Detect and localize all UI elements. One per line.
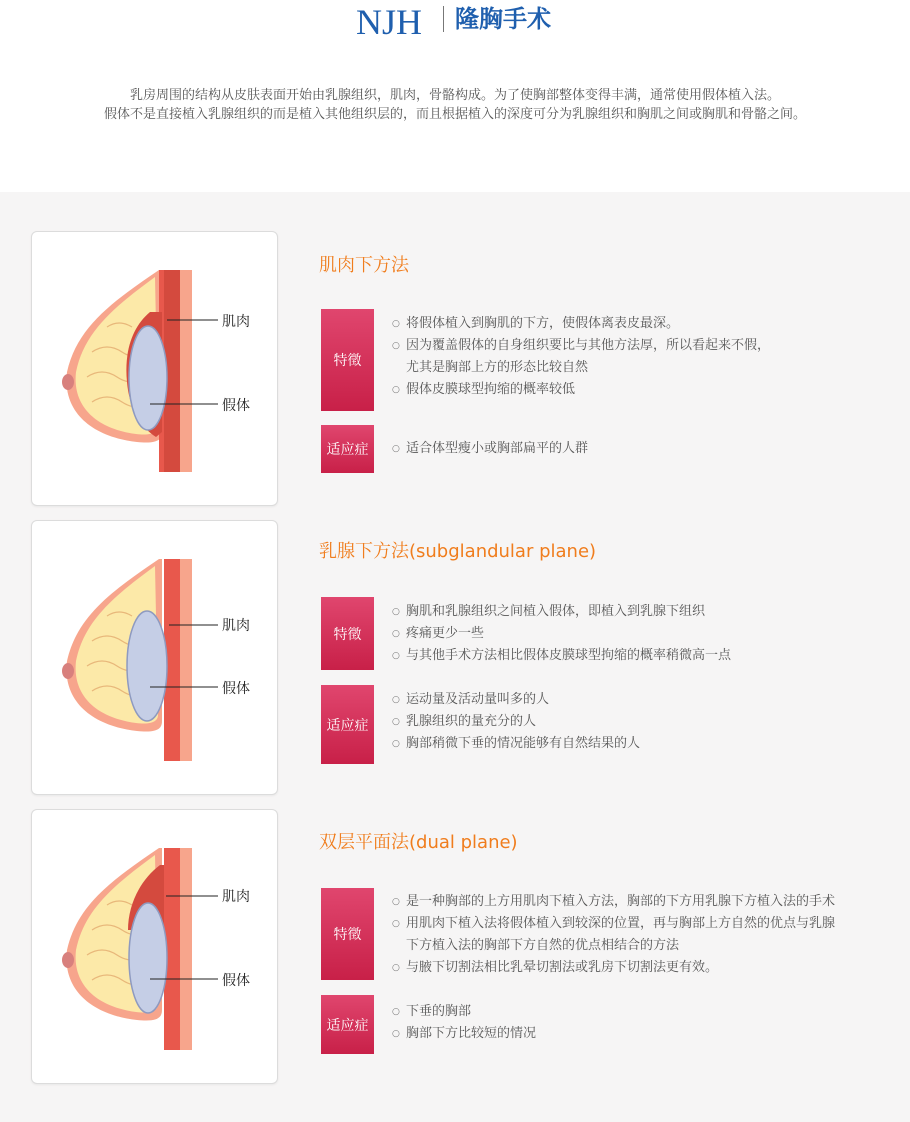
list-item: ○ 是一种胸部的上方用肌肉下植入方法，胸部的下方用乳腺下方植入法的手术 [392, 891, 835, 913]
label-implant: 假体 [222, 681, 250, 697]
page-title: 隆胸手术 [455, 5, 551, 33]
label-muscle: 肌肉 [222, 889, 250, 905]
list-item: ○ 与其他手术方法相比假体皮膜球型拘缩的概率稍微高一点 [392, 645, 731, 667]
list-item: ○ 用肌肉下植入法将假体植入到较深的位置，再与胸部上方自然的优点与乳腺 [392, 913, 835, 935]
diagram-card-dual-plane [31, 809, 278, 1084]
list-item: ○ 与腋下切割法相比乳晕切割法或乳房下切割法更有效。 [392, 957, 835, 979]
list-item: ○ 胸部稍微下垂的情况能够有自然结果的人 [392, 733, 640, 755]
list-item: ○ 适合体型瘦小或胸部扁平的人群 [392, 438, 588, 460]
label-muscle: 肌肉 [222, 314, 250, 330]
indication-tag: 适应症 [321, 995, 374, 1054]
list-item: ○ 因为覆盖假体的自身组织要比与其他方法厚，所以看起来不假， [392, 335, 770, 357]
njh-logo: NJH [356, 2, 423, 42]
breast-diagram-subglandular [32, 521, 277, 794]
list-item: 下方植入法的胸部下方自然的优点相结合的方法 [406, 938, 680, 953]
list-item: ○ 下垂的胸部 [392, 1001, 536, 1023]
indication-tag: 适应症 [321, 685, 374, 764]
section-title: 肌肉下方法 [319, 255, 409, 276]
list-item: ○ 运动量及活动量叫多的人 [392, 689, 640, 711]
list-item: ○ 胸部下方比较短的情况 [392, 1023, 536, 1045]
features-tag: 特徵 [321, 309, 374, 411]
diagram-card-subglandular [31, 520, 278, 795]
list-item: 尤其是胸部上方的形态比较自然 [406, 360, 589, 375]
indication-list [392, 689, 640, 755]
features-tag: 特徵 [321, 597, 374, 670]
intro-text [0, 86, 910, 124]
indication-tag: 适应症 [321, 425, 374, 473]
indication-list [392, 1001, 536, 1045]
intro-line: 乳房周围的结构从皮肤表面开始由乳腺组织，肌肉，骨骼构成。为了使胸部整体变得丰满，通常使用假体植入法。 [129, 88, 780, 103]
breast-diagram-submuscular [32, 232, 277, 505]
features-list [392, 313, 770, 401]
list-item: ○ 疼痛更少一些 [392, 623, 731, 645]
features-tag: 特徵 [321, 888, 374, 980]
features-list [392, 891, 835, 979]
list-item: ○ 假体皮膜球型拘缩的概率较低 [392, 379, 770, 401]
section-title: 乳腺下方法(subglandular plane) [319, 541, 597, 562]
section-title: 双层平面法(dual plane) [319, 832, 518, 853]
intro-line: 假体不是直接植入乳腺组织的而是植入其他组织层的，而且根据植入的深度可分为乳腺组织和胸肌之间或胸肌和骨骼之间。 [103, 107, 806, 122]
label-implant: 假体 [222, 973, 250, 989]
logo-divider [443, 6, 444, 32]
list-item: ○ 将假体植入到胸肌的下方，使假体离表皮最深。 [392, 313, 770, 335]
label-implant: 假体 [222, 398, 250, 414]
features-list [392, 601, 731, 667]
indication-list [392, 438, 588, 460]
list-item: ○ 乳腺组织的量充分的人 [392, 711, 640, 733]
breast-diagram-dual-plane [32, 810, 277, 1083]
page-header [0, 0, 910, 190]
diagram-card-submuscular [31, 231, 278, 506]
label-muscle: 肌肉 [222, 618, 250, 634]
list-item: ○ 胸肌和乳腺组织之间植入假体，即植入到乳腺下组织 [392, 601, 731, 623]
